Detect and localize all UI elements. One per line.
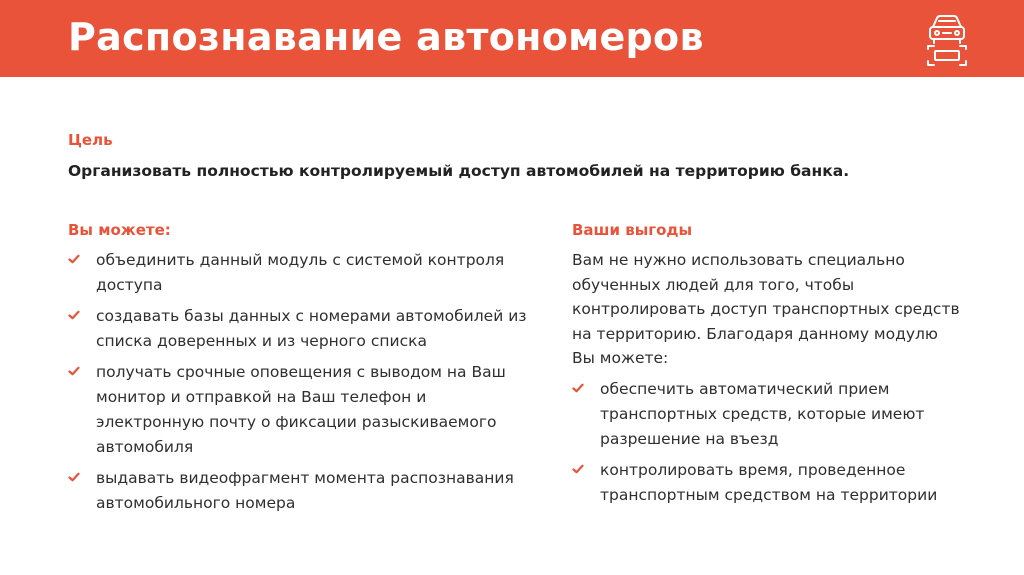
list-item-text: контролировать время, проведенное транспортным средством на территории: [600, 461, 938, 504]
benefits-label: Ваши выгоды: [572, 221, 693, 239]
list-item-text: создавать базы данных с номерами автомобилей из списка доверенных и из черного списка: [96, 307, 527, 350]
list-item: [572, 377, 962, 452]
list-item: [68, 360, 538, 460]
goal-label: Цель: [68, 131, 113, 149]
header-bar: [0, 0, 1024, 77]
check-icon: [68, 471, 80, 483]
page-title: Распознавание автономеров: [68, 15, 704, 59]
list-item-text: получать срочные оповещения с выводом на Ваш монитор и отправкой на Ваш телефон и электронную почту о фиксации разыскиваемого автомобиля: [96, 363, 506, 456]
check-icon: [68, 365, 80, 377]
check-icon: [572, 463, 584, 475]
benefits-list: [572, 377, 962, 508]
check-icon: [572, 382, 584, 394]
can-do-list: [68, 248, 538, 516]
goal-text: Организовать полностью контролируемый доступ автомобилей на территорию банка.: [68, 162, 850, 180]
list-item-text: обеспечить автоматический прием транспортных средств, которые имеют разрешение на въезд: [600, 380, 925, 448]
check-icon: [68, 253, 80, 265]
list-item: [68, 304, 538, 354]
benefits-text: Вам не нужно использовать специально обученных людей для того, чтобы контролировать доступ транспортных средств на территорию. Благодаря данному модулю Вы можете:: [572, 251, 960, 367]
list-item-text: объединить данный модуль с системой контроля доступа: [96, 251, 505, 294]
car-recognition-icon: [924, 13, 970, 69]
list-item-text: выдавать видеофрагмент момента распознавания автомобильного номера: [96, 469, 514, 512]
list-item: [68, 466, 538, 516]
can-do-label: Вы можете:: [68, 221, 171, 239]
list-item: [68, 248, 538, 298]
list-item: [572, 458, 962, 508]
check-icon: [68, 309, 80, 321]
